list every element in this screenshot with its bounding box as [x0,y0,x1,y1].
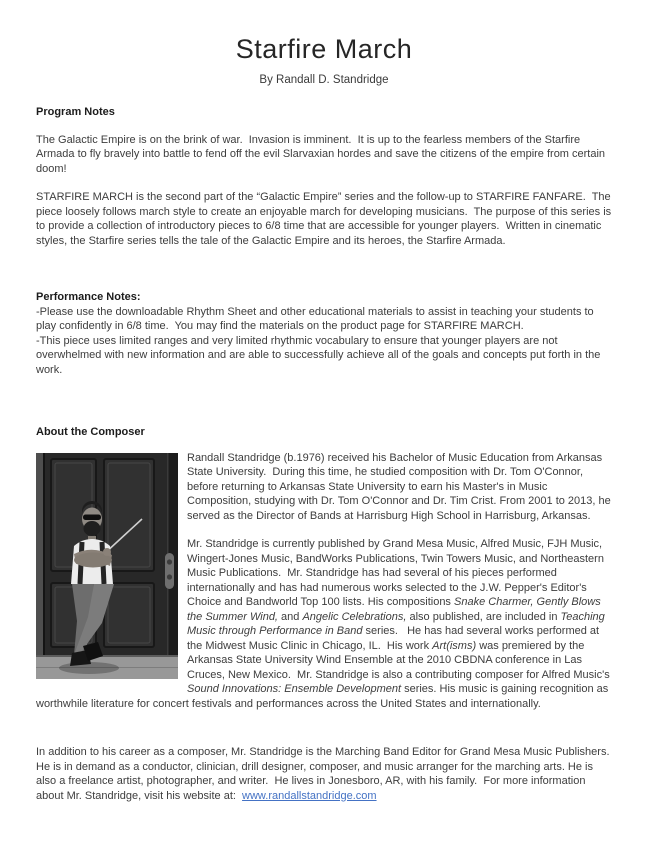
composer-paragraph: Mr. Standridge is currently published by Grand Mesa Music, Alfred Music, FJH Music, Wingert-Jones Music, BandWorks Publications, Twin Towers Music, and Northeastern Music Publications. Mr. Standridge has had several of his pieces performed internationally and has had numerous works selected to the J.W. Pepper's Editor's Choice and Bandworld Top 100 lists. His compositions Snake Charmer, Gently Blows the Summer Wind, and Angelic Celebrations, also published, are included in Teaching Music through Performance in Band series. He has had several works performed at the Midwest Music Clinic in Chicago, IL. His work Art(isms) was premiered by the Arkansas State University Wind Ensemble at the 2010 CBDNA conference in Las Cruces, New Mexico. Mr. Standridge is also a contributing composer for Alfred Music's Sound Innovations: Ensemble Development series. His music is gaining recognition as worthwhile literature for concert festivals and performances across the United States and internationally. [36,538,613,710]
door-handle [165,553,174,589]
closing-text: In addition to his career as a composer, Mr. Standridge is the Marching Band Editor for Grand Mesa Music Publishers. He is in demand as a conductor, clinician, drill designer, composer, and music arranger for the marching arts. He is also a freelance artist, photographer, and writer. He lives in Jonesboro, AR, with his family. For more information about Mr. Standridge, visit his website at: [36,746,613,802]
byline: By Randall D. Standridge [259,74,389,86]
page-title: Starfire March [235,34,413,64]
performance-notes-heading: Performance Notes: [36,291,141,303]
closing-paragraph [36,745,612,803]
about-composer-heading: About the Composer [36,426,145,438]
performance-note-item: -This piece uses limited ranges and very limited rhythmic vocabulary to ensure that younger players are not overwhelmed with new information and are able to successfully achieve all of the goals and concepts put forth in the work. [36,334,604,376]
composer-section [36,451,612,712]
website-link[interactable]: www.randallstandridge.com [242,789,377,802]
composer-paragraph: Randall Standridge (b.1976) received his Bachelor of Music Education from Arkansas State University. During this time, he studied composition with Dr. Tom O'Connor, before returning to Arkansas State University to earn his Master's in Music Composition, studying with Dr. Tom O'Connor and Dr. Tim Crist. From 2001 to 2013, he served as the Director of Bands at Harrisburg High School in Harrisburg, Arkansas. [187,451,614,522]
program-notes-heading: Program Notes [36,106,115,118]
performance-note-item: -Please use the downloadable Rhythm Sheet and other educational materials to assist in teaching your students to play confidently in 6/8 time. You may find the materials on the product page for STARFIRE MARCH. [36,305,597,332]
program-notes-paragraph: The Galactic Empire is on the brink of war. Invasion is imminent. It is up to the fearless members of the Starfire Armada to fly bravely into battle to fend off the evil Slarvaxian hordes and save the citizens of the empire from certain doom! [36,133,609,175]
program-notes-paragraph: STARFIRE MARCH is the second part of the “Galactic Empire” series and the follow-up to STARFIRE FANFARE. The piece loosely follows march style to create an enjoyable march for developing musicians. The purpose of this series is to provide a collection of introductory pieces to 6/8 time that are accessible for younger players. Written in cinematic styles, the Starfire series tells the tale of the Galactic Empire and its heroes, the Starfire Armada. [36,191,615,247]
composer-photo [36,453,178,679]
